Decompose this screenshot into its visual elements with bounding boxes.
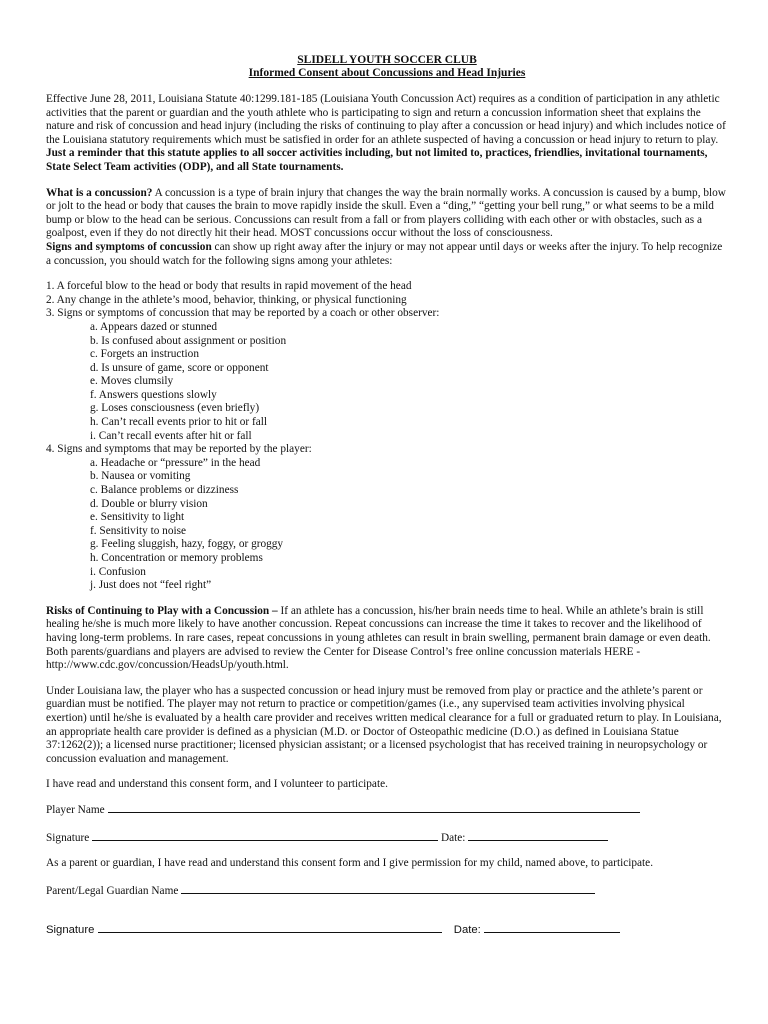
intro-text: Effective June 28, 2011, Louisiana Statute 40:1299.181-185 (Louisiana Youth Concussion Act) requires as a condition of participation in any athletic activities that the parent or guardian and the youth athlete who is participating to sign and return a concussion information sheet that explains the nature and risk of concussion and head injury (including the risks of continuing to play after a concussion or head injury) and which includes notice of the Louisiana statutory requirements which must be satisfied in order for an athlete suspected of having a concussion or head injury to return to play. (46, 93, 726, 146)
list-item: e. Moves clumsily (90, 375, 174, 388)
concussion-text: A concussion is a type of brain injury that changes the way the brain normally works. A concussion is caused by a bump, blow or jolt to the head or body that causes the brain to move rapidly inside the skull. Even a “ding,” “getting your bell rung,” or what seems to be a mild bump or blow to the head can be serious. Concussions can result from a fall or from players colliding with each other or with obstacles, such as a goalpost, even if they do not directly hit their head. MOST concussions occur without the loss of consciousness. (46, 186, 726, 240)
guardian-name-row (46, 883, 728, 899)
list-item: d. Is unsure of game, score or opponent (90, 361, 269, 374)
signs-text: can show up right away after the injury or may not appear until days or weeks after the injury. To help recognize a concussion, you should watch for the following signs among your athletes: (46, 240, 723, 267)
list-item: b. Is confused about assignment or position (90, 334, 287, 347)
concussion-paragraph (46, 187, 728, 241)
form-subtitle: Informed Consent about Concussions and Head Injuries (248, 67, 526, 79)
list-item: h. Can’t recall events prior to hit or fall (90, 416, 268, 429)
player-signature-row (46, 830, 728, 846)
risks-text: If an athlete has a concussion, his/her brain needs time to heal. While an athlete’s brain is still healing he/she is much more likely to have another concussion. Repeat concussions can increase the time it takes to recover and the likelihood of having long-term problems. In rare cases, repeat concussions in young athletes can result in brain swelling, permanent brain damage or even death. (46, 604, 711, 644)
intro-paragraph (46, 93, 728, 175)
list-item: a. Headache or “pressure” in the head (90, 456, 261, 469)
parent-statement: As a parent or guardian, I have read and understand this consent form and I give permission for my child, named above, to participate. (46, 857, 654, 870)
player-statement: I have read and understand this consent form, and I volunteer to participate. (46, 778, 388, 791)
list-item: j. Just does not “feel right” (90, 579, 212, 592)
list-item: i. Confusion (90, 565, 146, 578)
list-item: f. Answers questions slowly (90, 388, 217, 401)
player-name-label: Player Name (46, 803, 105, 816)
guardian-name-field[interactable] (181, 883, 595, 894)
list-item: g. Loses consciousness (even briefly) (90, 402, 260, 415)
observer-signs-list (46, 321, 728, 443)
club-title: SLIDELL YOUTH SOCCER CLUB (297, 54, 477, 66)
signature-label: Signature (46, 831, 90, 844)
guardian-name-label: Parent/Legal Guardian Name (46, 884, 179, 897)
risks-heading: Risks of Continuing to Play with a Concussion – (46, 604, 278, 617)
concussion-heading: What is a concussion? (46, 186, 153, 199)
guardian-signature-field[interactable] (98, 922, 442, 933)
list-item: i. Can’t recall events after hit or fall (90, 429, 252, 442)
signs-paragraph (46, 241, 728, 268)
date-label: Date: (440, 831, 466, 844)
guardian-signature-row (46, 922, 728, 938)
signature-label: Signature (46, 924, 95, 937)
list-item: g. Feeling sluggish, hazy, foggy, or groggy (90, 538, 284, 551)
list-item: c. Forgets an instruction (90, 348, 199, 361)
player-signature-field[interactable] (92, 830, 438, 841)
player-name-field[interactable] (108, 802, 640, 813)
list-item: c. Balance problems or dizziness (90, 484, 239, 497)
guardian-date-field[interactable] (484, 922, 620, 933)
list-item: f. Sensitivity to noise (90, 524, 187, 537)
date-label: Date: (453, 924, 481, 937)
signs-list (46, 280, 728, 593)
player-name-row (46, 802, 728, 818)
risks-paragraph (46, 605, 728, 646)
list-item: d. Double or blurry vision (90, 497, 208, 510)
list-item: 3. Signs or symptoms of concussion that may be reported by a coach or other observer: (46, 307, 440, 320)
list-item: a. Appears dazed or stunned (90, 320, 218, 333)
player-signs-list (46, 457, 728, 593)
list-item: e. Sensitivity to light (90, 511, 185, 524)
intro-reminder: Just a reminder that this statute applies to all soccer activities including, but not limited to, practices, friendlies, invitational tournaments, State Select Team activities (ODP), and all State tournaments. (46, 147, 708, 173)
list-item: b. Nausea or vomiting (90, 470, 191, 483)
signs-heading: Signs and symptoms of concussion (46, 240, 212, 253)
list-item: 4. Signs and symptoms that may be reported by the player: (46, 443, 312, 456)
list-item: 2. Any change in the athlete’s mood, behavior, thinking, or physical functioning (46, 293, 407, 306)
cdc-paragraph: Both parents/guardians and players are advised to review the Center for Disease Control’s free online concussion materials HERE - http://www.cdc.gov/concussion/HeadsUp/youth.html. (46, 645, 641, 672)
player-date-field[interactable] (468, 830, 608, 841)
law-paragraph: Under Louisiana law, the player who has a suspected concussion or head injury must be removed from play or practice and the athlete’s parent or guardian must be notified. The player may not return to practice or competition/games (i.e., any supervised team activities involving physical exertion) until he/she is evaluated by a health care provider and receives written medical clearance for a full or graduated return to play. In Louisiana, an appropriate health care provider is defined as a physician (M.D. or Doctor of Osteopathic medicine (D.O.) as defined in Louisiana Statue 37:1262(2)); a licensed nurse practitioner; licensed physician assistant; or a licensed psychologist that has received training in neuropsychology or concussion evaluation and management. (46, 684, 722, 765)
list-item: 1. A forceful blow to the head or body that results in rapid movement of the head (46, 280, 412, 293)
list-item: h. Concentration or memory problems (90, 552, 263, 564)
